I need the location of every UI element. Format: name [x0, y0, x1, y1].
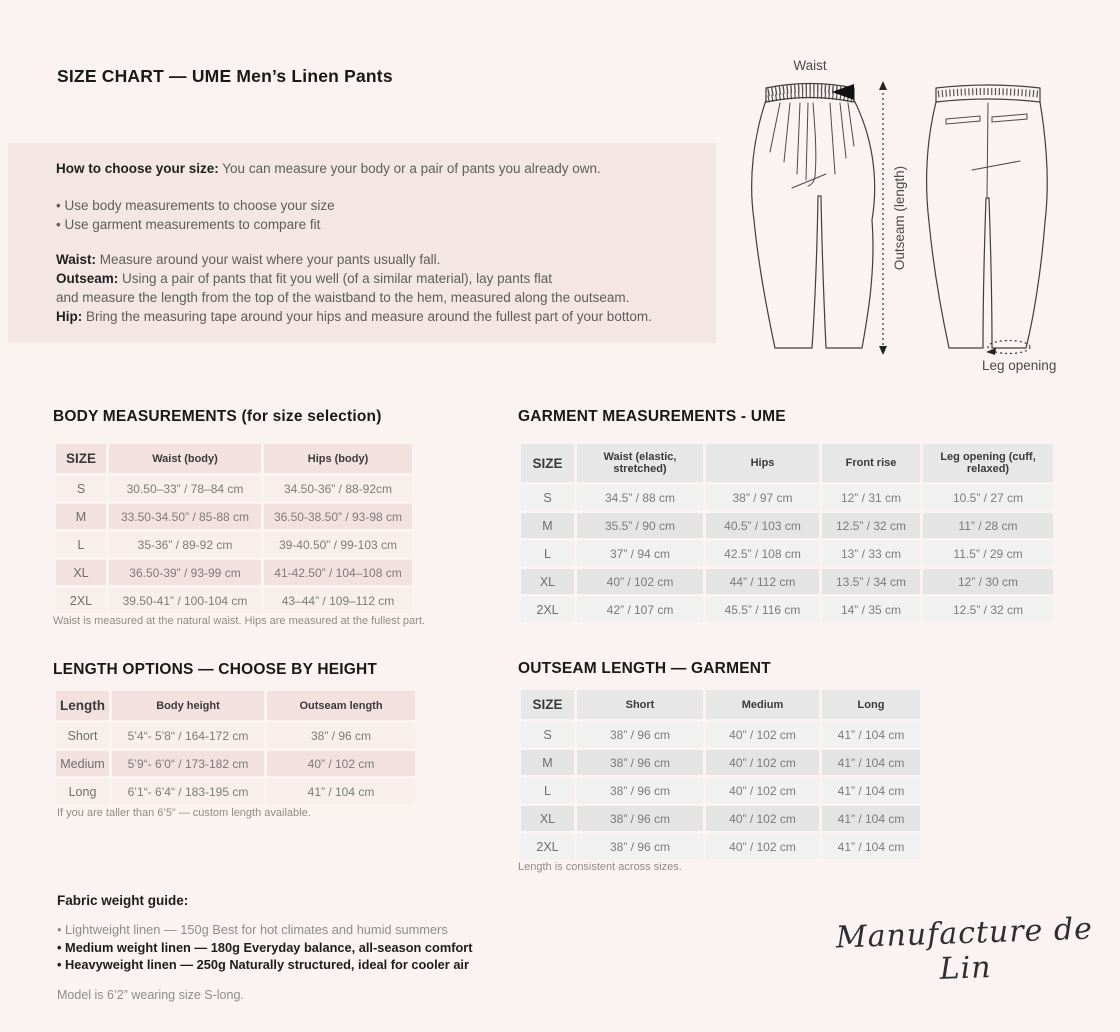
definition-term: Waist:: [56, 252, 96, 267]
definition-hip: [56, 307, 696, 326]
value-cell: 40” / 102 cm: [706, 778, 819, 803]
column-header: Length: [56, 691, 109, 720]
column-header: Outseam length: [267, 691, 415, 720]
value-cell: 41” / 104 cm: [822, 778, 920, 803]
value-cell: 13.5” / 34 cm: [822, 569, 920, 594]
garment-measurements-table: [518, 441, 1056, 625]
value-cell: 30.50–33” / 78–84 cm: [109, 476, 261, 501]
table-row: [56, 588, 412, 613]
value-cell: 14” / 35 cm: [822, 597, 920, 622]
how-to-lead-bold: How to choose your size:: [56, 161, 219, 176]
table-row: [521, 722, 920, 747]
fabric-guide-heading: Fabric weight guide:: [57, 893, 189, 908]
arrow-down-icon: [879, 346, 887, 355]
value-cell: 11.5” / 29 cm: [923, 541, 1053, 566]
value-cell: 35.5” / 90 cm: [577, 513, 703, 538]
header-row: [521, 690, 920, 719]
value-cell: 39-40.50” / 99-103 cm: [264, 532, 412, 557]
size-cell: Short: [56, 723, 109, 748]
table-row: [521, 569, 1053, 594]
spacer: [56, 234, 696, 250]
table-row: [521, 513, 1053, 538]
garment-measurements-heading: GARMENT MEASUREMENTS - UME: [518, 408, 786, 425]
length-table-footnote: If you are taller than 6’5” — custom length available.: [57, 807, 311, 819]
column-header: Waist (body): [109, 444, 261, 473]
column-header: SIZE: [56, 444, 106, 473]
definition-text: and measure the length from the top of the waistband to the hem, measured along the outseam.: [56, 290, 630, 305]
definition-term: Hip:: [56, 309, 83, 324]
size-cell: S: [521, 485, 574, 510]
table-row: [56, 532, 412, 557]
table-row: [521, 541, 1053, 566]
length-options-table: [53, 688, 418, 807]
size-cell: L: [521, 778, 574, 803]
value-cell: 40” / 102 cm: [706, 750, 819, 775]
value-cell: 41” / 104 cm: [822, 806, 920, 831]
value-cell: 42.5” / 108 cm: [706, 541, 819, 566]
column-header: Medium: [706, 690, 819, 719]
value-cell: 38” / 96 cm: [577, 834, 703, 859]
value-cell: 35-36” / 89-92 cm: [109, 532, 261, 557]
table-row: [521, 485, 1053, 510]
value-cell: 12.5” / 32 cm: [923, 597, 1053, 622]
column-header: Body height: [112, 691, 264, 720]
value-cell: 42” / 107 cm: [577, 597, 703, 622]
column-header: Leg opening (cuff, relaxed): [923, 444, 1053, 482]
size-cell: M: [56, 504, 106, 529]
column-header: SIZE: [521, 444, 574, 482]
table-row: [521, 806, 920, 831]
how-to-choose-box: [8, 143, 716, 343]
table-row: [56, 504, 412, 529]
value-cell: 37” / 94 cm: [577, 541, 703, 566]
how-to-lead: [56, 159, 696, 178]
how-to-bullet: • Use body measurements to choose your size: [56, 198, 335, 213]
size-cell: Medium: [56, 751, 109, 776]
value-cell: 45.5” / 116 cm: [706, 597, 819, 622]
outseam-label: Outseam (length): [892, 165, 907, 271]
value-cell: 38” / 96 cm: [577, 778, 703, 803]
value-cell: 5’9“- 6’0“ / 173-182 cm: [112, 751, 264, 776]
fabric-guide-list: [57, 921, 473, 974]
header-row: [56, 444, 412, 473]
value-cell: 36.50-39” / 93-99 cm: [109, 560, 261, 585]
length-options-heading: LENGTH OPTIONS — CHOOSE BY HEIGHT: [53, 661, 378, 678]
leg-opening-arrow-icon: [986, 348, 996, 355]
size-cell: XL: [521, 569, 574, 594]
outseam-table-footnote: Length is consistent across sizes.: [518, 861, 682, 873]
back-pocket: [992, 114, 1027, 122]
back-pocket: [946, 116, 980, 124]
fabric-item-lightweight: • Lightweight linen — 150g Best for hot climates and humid summers: [57, 922, 448, 937]
table-row: [56, 779, 415, 804]
value-cell: 40” / 102 cm: [267, 751, 415, 776]
value-cell: 12” / 30 cm: [923, 569, 1053, 594]
body-table-footnote: Waist is measured at the natural waist. Hips are measured at the fullest part.: [53, 615, 425, 627]
value-cell: 38” / 96 cm: [577, 806, 703, 831]
waist-label: Waist: [793, 58, 827, 73]
size-cell: S: [521, 722, 574, 747]
column-header: Front rise: [822, 444, 920, 482]
outseam-length-table: [518, 687, 923, 862]
back-pants-drawing: [927, 85, 1057, 373]
value-cell: 44” / 112 cm: [706, 569, 819, 594]
value-cell: 38” / 96 cm: [267, 723, 415, 748]
value-cell: 40” / 102 cm: [706, 834, 819, 859]
value-cell: 39.50-41” / 100-104 cm: [109, 588, 261, 613]
size-cell: XL: [56, 560, 106, 585]
value-cell: 41” / 104 cm: [822, 834, 920, 859]
definition-term: Outseam:: [56, 271, 119, 286]
pants-diagram: [740, 56, 1070, 380]
arrow-up-icon: [879, 81, 887, 90]
table-row: [56, 476, 412, 501]
size-cell: 2XL: [521, 597, 574, 622]
leg-opening-label: Leg opening: [982, 358, 1057, 373]
size-cell: M: [521, 513, 574, 538]
value-cell: 34.50-36” / 88-92cm: [264, 476, 412, 501]
value-cell: 38” / 96 cm: [577, 750, 703, 775]
definition-outseam-cont: [56, 288, 696, 307]
value-cell: 38” / 96 cm: [577, 722, 703, 747]
value-cell: 40.5” / 103 cm: [706, 513, 819, 538]
value-cell: 5’4“- 5’8“ / 164-172 cm: [112, 723, 264, 748]
size-cell: XL: [521, 806, 574, 831]
value-cell: 41” / 104 cm: [822, 750, 920, 775]
definition-outseam: [56, 269, 696, 288]
header-row: [56, 691, 415, 720]
column-header: Short: [577, 690, 703, 719]
outseam-length-heading: OUTSEAM LENGTH — GARMENT: [518, 660, 771, 677]
fabric-item-medium: • Medium weight linen — 180g Everyday balance, all-season comfort: [57, 939, 473, 955]
value-cell: 6’1“- 6’4“ / 183-195 cm: [112, 779, 264, 804]
value-cell: 12.5” / 32 cm: [822, 513, 920, 538]
value-cell: 40” / 102 cm: [706, 806, 819, 831]
definition-text: Measure around your waist where your pants usually fall.: [96, 252, 441, 267]
body-measurements-table: [53, 441, 415, 616]
value-cell: 38” / 97 cm: [706, 485, 819, 510]
table-row: [521, 597, 1053, 622]
how-to-lead-rest: You can measure your body or a pair of pants you already own.: [218, 161, 601, 176]
column-header: Waist (elastic, stretched): [577, 444, 703, 482]
how-to-bullet: • Use garment measurements to compare fit: [56, 217, 321, 232]
value-cell: 40” / 102 cm: [577, 569, 703, 594]
column-header: Long: [822, 690, 920, 719]
page-title: SIZE CHART — UME Men’s Linen Pants: [57, 66, 393, 86]
size-cell: L: [521, 541, 574, 566]
brand-signature: Manufacture de Lin: [835, 911, 1094, 987]
front-pants-drawing: [752, 84, 875, 349]
table-row: [521, 750, 920, 775]
table-row: [56, 560, 412, 585]
outseam-dimension-line: [879, 81, 907, 355]
body-measurements-heading: BODY MEASUREMENTS (for size selection): [53, 408, 382, 425]
value-cell: 41” / 104 cm: [267, 779, 415, 804]
fabric-item-heavyweight: • Heavyweight linen — 250g Naturally structured, ideal for cooler air: [57, 957, 469, 972]
value-cell: 40” / 102 cm: [706, 722, 819, 747]
size-cell: M: [521, 750, 574, 775]
definition-text: Bring the measuring tape around your hips and measure around the fullest part of your bottom.: [82, 309, 652, 324]
model-note: Model is 6’2” wearing size S-long.: [57, 988, 244, 1002]
header-row: [521, 444, 1053, 482]
value-cell: 43–44” / 109–112 cm: [264, 588, 412, 613]
column-header: Hips (body): [264, 444, 412, 473]
value-cell: 36.50-38.50” / 93-98 cm: [264, 504, 412, 529]
table-row: [521, 778, 920, 803]
column-header: SIZE: [521, 690, 574, 719]
pants-line-art: [740, 56, 1070, 380]
size-cell: L: [56, 532, 106, 557]
table-row: [521, 834, 920, 859]
value-cell: 12” / 31 cm: [822, 485, 920, 510]
size-cell: 2XL: [56, 588, 106, 613]
value-cell: 11” / 28 cm: [923, 513, 1053, 538]
size-cell: S: [56, 476, 106, 501]
size-cell: Long: [56, 779, 109, 804]
value-cell: 33.50-34.50” / 85-88 cm: [109, 504, 261, 529]
definition-waist: [56, 250, 696, 269]
size-cell: 2XL: [521, 834, 574, 859]
value-cell: 41” / 104 cm: [822, 722, 920, 747]
value-cell: 13” / 33 cm: [822, 541, 920, 566]
table-row: [56, 723, 415, 748]
value-cell: 41-42.50” / 104–108 cm: [264, 560, 412, 585]
definition-text: Using a pair of pants that fit you well (of a similar material), lay pants flat: [118, 271, 552, 286]
value-cell: 34.5” / 88 cm: [577, 485, 703, 510]
column-header: Hips: [706, 444, 819, 482]
value-cell: 10.5” / 27 cm: [923, 485, 1053, 510]
table-row: [56, 751, 415, 776]
